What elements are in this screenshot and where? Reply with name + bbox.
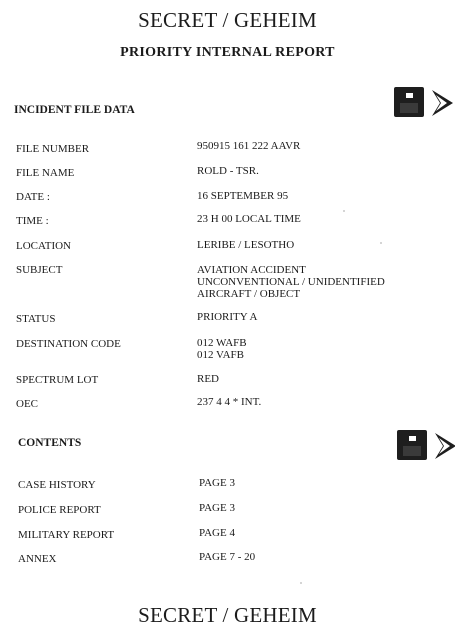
contents-section-heading: CONTENTS — [18, 437, 82, 449]
file-number-value: 950915 161 222 AAVR — [197, 140, 301, 152]
spectrum-lot-label: SPECTRUM LOT — [16, 374, 99, 386]
scan-speck — [300, 582, 302, 584]
case-history-label: CASE HISTORY — [18, 479, 96, 491]
destination-code-value — [197, 337, 247, 361]
subject-line: UNCONVENTIONAL / UNIDENTIFIED — [197, 276, 385, 288]
destination-code-line: 012 WAFB — [197, 337, 247, 349]
date-value: 16 SEPTEMBER 95 — [197, 190, 289, 202]
subject-label: SUBJECT — [16, 264, 63, 276]
police-report-label: POLICE REPORT — [18, 504, 101, 516]
time-label: TIME : — [16, 215, 49, 227]
folder-icon — [397, 430, 427, 460]
location-label: LOCATION — [16, 240, 71, 252]
folder-icon — [394, 87, 424, 117]
contents-icon-group — [397, 430, 455, 464]
annex-page: PAGE 7 - 20 — [199, 551, 256, 563]
oec-value: 237 4 4 * INT. — [197, 396, 262, 408]
destination-code-line: 012 VAFB — [197, 349, 244, 361]
classification-footer: SECRET / GEHEIM — [138, 603, 317, 627]
destination-code-label: DESTINATION CODE — [16, 338, 121, 350]
police-report-page: PAGE 3 — [199, 502, 235, 514]
arrow-icon — [430, 89, 454, 117]
file-name-value: ROLD - TSR. — [197, 165, 259, 177]
file-number-label: FILE NUMBER — [16, 143, 90, 155]
case-history-page: PAGE 3 — [199, 477, 235, 489]
scan-speck — [380, 242, 382, 244]
location-value: LERIBE / LESOTHO — [197, 239, 295, 251]
subject-line: AVIATION ACCIDENT — [197, 264, 306, 276]
incident-section-heading: INCIDENT FILE DATA — [14, 104, 135, 116]
military-report-page: PAGE 4 — [199, 527, 235, 539]
status-value: PRIORITY A — [197, 311, 258, 323]
annex-label: ANNEX — [18, 553, 57, 565]
oec-label: OEC — [16, 398, 38, 410]
date-label: DATE : — [16, 191, 50, 203]
file-name-label: FILE NAME — [16, 167, 75, 179]
status-label: STATUS — [16, 313, 56, 325]
arrow-icon — [433, 432, 455, 460]
subject-value — [197, 264, 385, 300]
military-report-label: MILITARY REPORT — [18, 529, 115, 541]
classification-header: SECRET / GEHEIM — [138, 8, 317, 32]
incident-icon-group — [394, 87, 455, 121]
scan-speck — [343, 210, 345, 212]
subject-line: AIRCRAFT / OBJECT — [197, 288, 301, 300]
time-value: 23 H 00 LOCAL TIME — [197, 213, 301, 225]
report-title: PRIORITY INTERNAL REPORT — [120, 45, 335, 60]
spectrum-lot-value: RED — [197, 373, 219, 385]
